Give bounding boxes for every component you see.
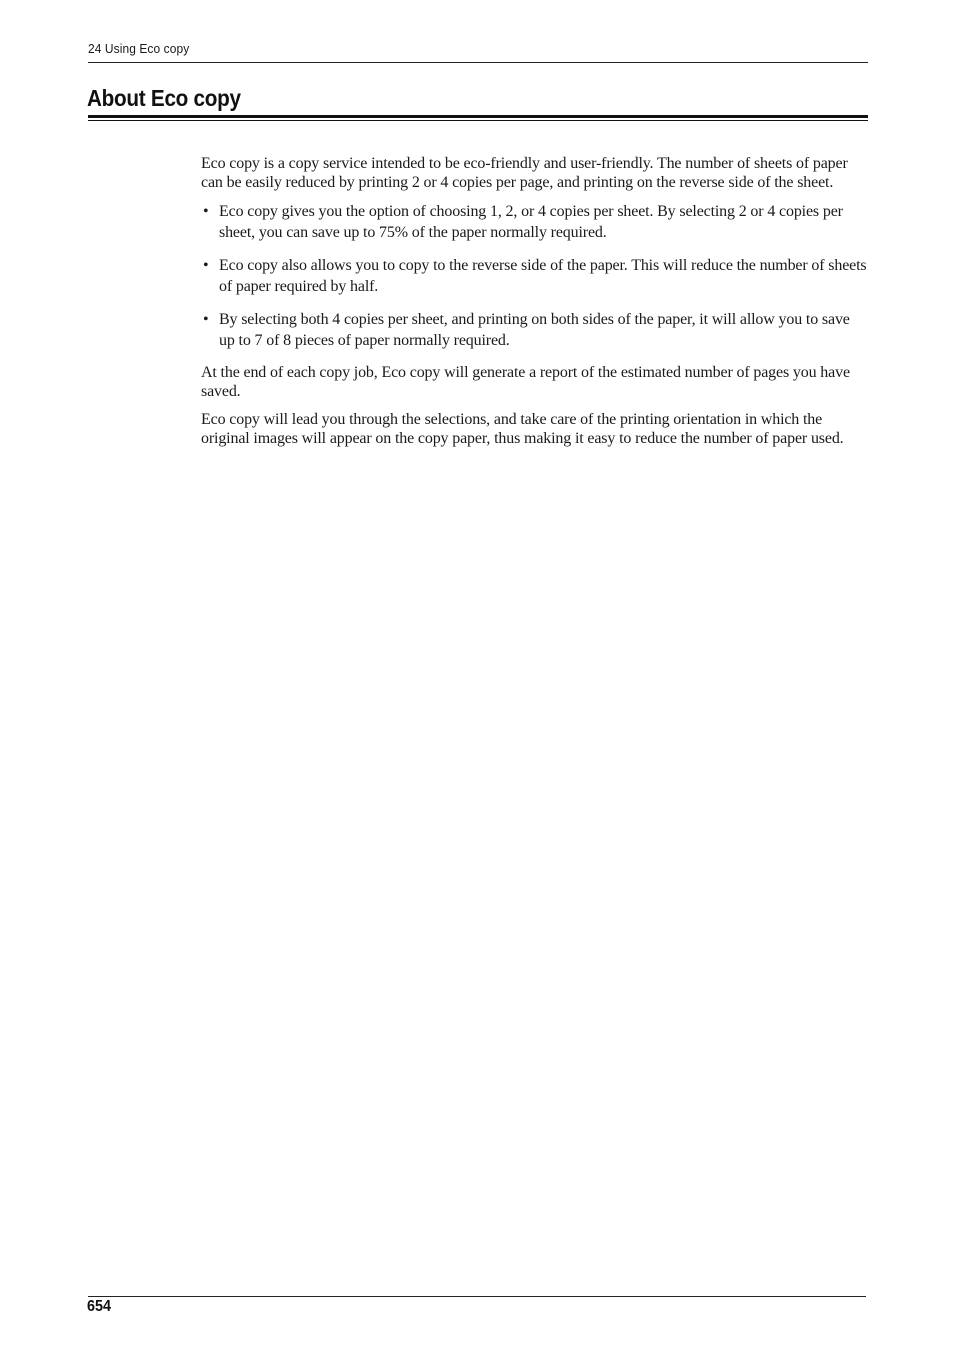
guide-paragraph: Eco copy will lead you through the selections, and take care of the printing orientation in which the original images will appear on the copy paper, thus making it easy to reduce the number of paper used. bbox=[201, 411, 844, 447]
body-content bbox=[201, 154, 867, 457]
title-divider-thick bbox=[88, 115, 868, 118]
footer-divider bbox=[88, 1296, 866, 1297]
section-title: About Eco copy bbox=[87, 85, 241, 111]
running-header: 24 Using Eco copy bbox=[88, 41, 190, 56]
list-item-text: Eco copy gives you the option of choosing 1, 2, or 4 copies per sheet. By selecting 2 or 4 copies per sheet, you can save up to 75% of the paper normally required. bbox=[219, 203, 843, 241]
list-item bbox=[201, 255, 867, 297]
title-divider-thin bbox=[88, 120, 868, 121]
intro-paragraph: Eco copy is a copy service intended to be eco-friendly and user-friendly. The number of sheets of paper can be easily reduced by printing 2 or 4 copies per page, and printing on the reverse side of the sheet. bbox=[201, 155, 848, 191]
bullet-icon: • bbox=[203, 203, 209, 220]
list-item bbox=[201, 309, 867, 351]
bullet-icon: • bbox=[203, 311, 209, 328]
list-item-text: By selecting both 4 copies per sheet, and printing on both sides of the paper, it will allow you to save up to 7 of 8 pieces of paper normally required. bbox=[219, 311, 850, 349]
bullet-icon: • bbox=[203, 257, 209, 274]
list-item bbox=[201, 201, 867, 243]
header-divider bbox=[88, 62, 868, 63]
page-number: 654 bbox=[87, 1298, 112, 1315]
list-item-text: Eco copy also allows you to copy to the reverse side of the paper. This will reduce the number of sheets of paper required by half. bbox=[219, 257, 867, 295]
report-paragraph: At the end of each copy job, Eco copy will generate a report of the estimated number of pages you have saved. bbox=[201, 364, 850, 400]
feature-list bbox=[201, 201, 867, 351]
